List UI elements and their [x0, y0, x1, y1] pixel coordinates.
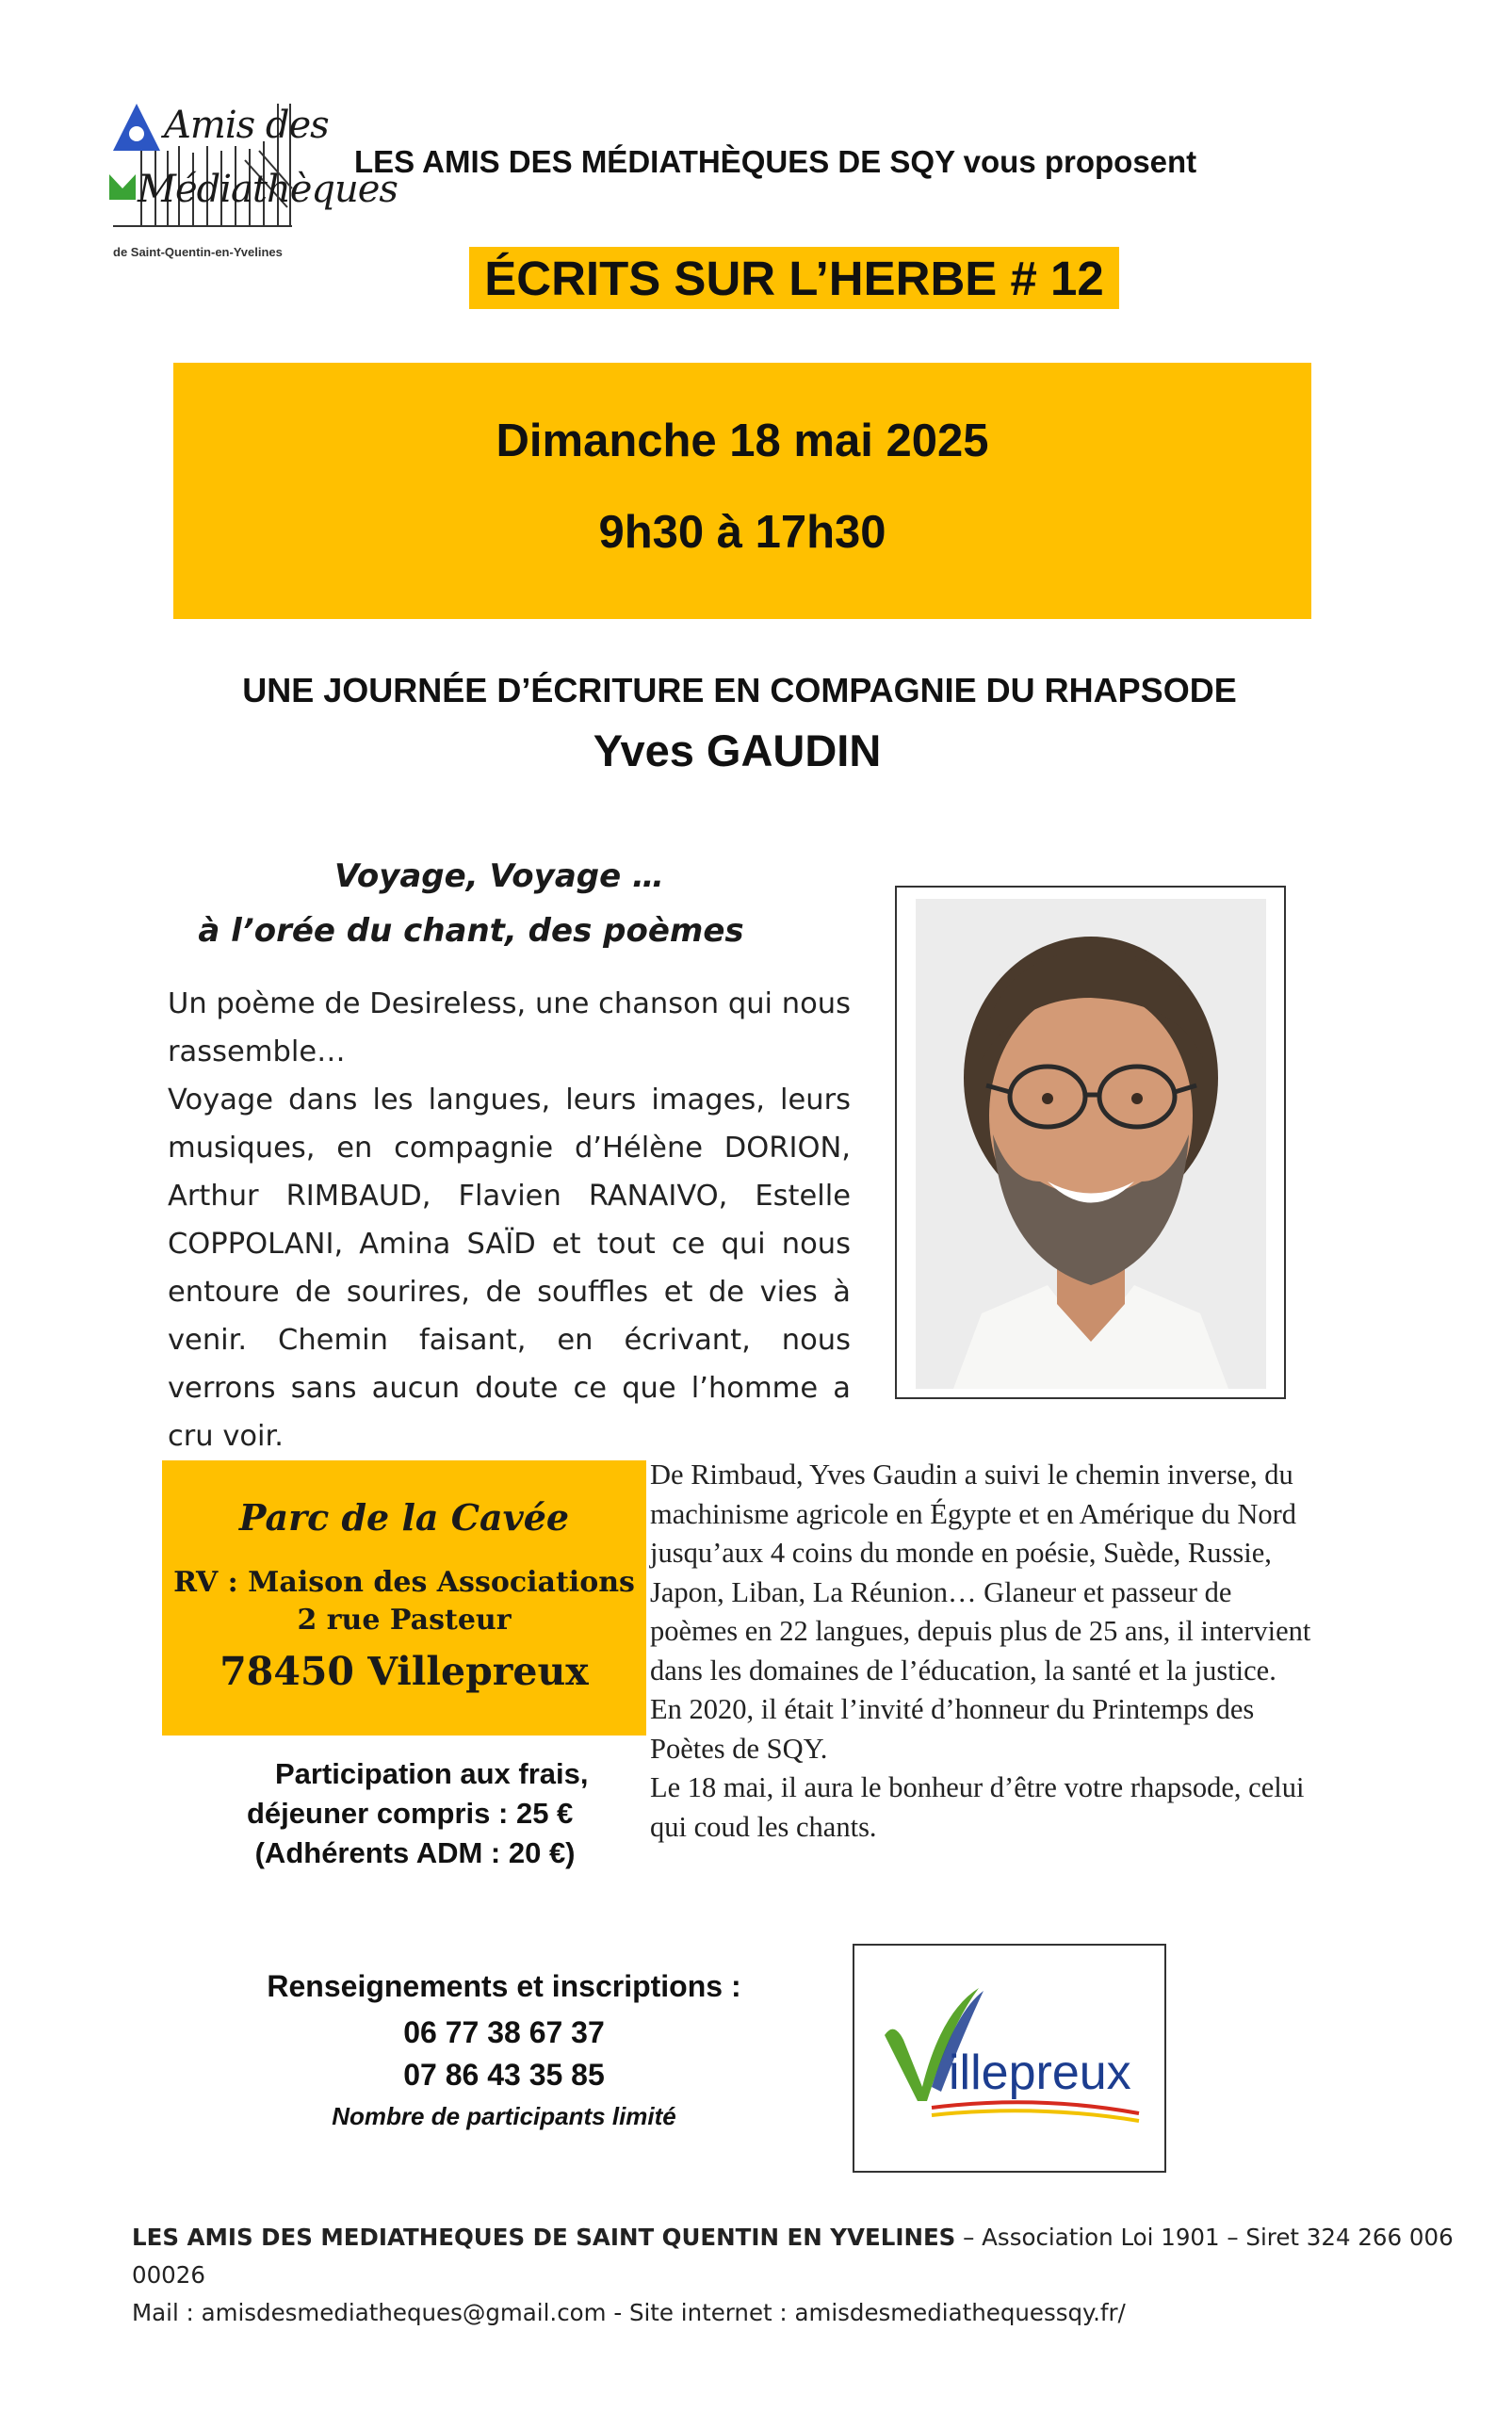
workshop-title-line1: Voyage, Voyage …: [334, 857, 664, 895]
date-banner: [173, 363, 1311, 619]
villepreux-logo-graphic: [875, 1983, 1148, 2134]
logo-subtitle: de Saint-Quentin-en-Yvelines: [113, 245, 283, 259]
footer-line: [132, 2219, 1488, 2294]
phone-number[interactable]: 07 86 43 35 85: [403, 2058, 605, 2092]
participants-limit-note: Nombre de participants limité: [332, 2102, 676, 2130]
villepreux-logo-text: illepreux: [949, 2045, 1131, 2100]
footer-legal: – Association Loi 1901 – Siret 324 266 006 00026: [132, 2224, 1454, 2289]
street-address: 2 rue Pasteur: [297, 1604, 512, 1637]
contact-title: Renseignements et inscriptions :: [267, 1969, 741, 2003]
event-date: Dimanche 18 mai 2025: [496, 416, 989, 466]
author-photo-frame: [895, 886, 1286, 1399]
phone-number[interactable]: 06 77 38 67 37: [403, 2015, 605, 2049]
workshop-title-line2: à l’orée du chant, des poèmes: [198, 912, 744, 950]
fees-line: déjeuner compris : 25 €: [247, 1797, 574, 1830]
author-name: Yves GAUDIN: [593, 725, 882, 775]
bio-paragraph: De Rimbaud, Yves Gaudin a suivi le chemin inverse, du machinisme agricole en Égypte et en Amérique du Nord jusqu’aux 4 coins du monde en poésie, Suède, Russie, Japon, Liban, La Réunion… Glaneur et passeur de poèmes en 22 langues, depuis plus de 25 ans, il intervient dans les domaines de l’éducation, la santé et la justice. En 2020, il était l’invité d’honneur du Printemps des Poètes de SQY.: [650, 1459, 1311, 1765]
proposer-heading: LES AMIS DES MÉDIATHÈQUES DE SQY vous proposent: [354, 144, 1197, 179]
contact-info: [217, 1969, 791, 2131]
fees-line: Participation aux frais,: [275, 1757, 589, 1790]
event-title-highlight: [469, 247, 1119, 309]
fees-line: (Adhérents ADM : 20 €): [247, 1836, 576, 1869]
event-subtitle: UNE JOURNÉE D’ÉCRITURE EN COMPAGNIE DU RHAPSODE: [242, 671, 1237, 709]
fees-info: [247, 1754, 624, 1873]
event-hours: 9h30 à 17h30: [598, 507, 886, 558]
logo-title-line1: Amis des: [164, 104, 329, 147]
association-logo: [104, 94, 398, 269]
event-title: ÉCRITS SUR L’HERBE # 12: [484, 252, 1104, 305]
footer-organization: LES AMIS DES MEDIATHEQUES DE SAINT QUENTIN EN YVELINES: [132, 2224, 956, 2251]
city-address: 78450 Villepreux: [219, 1649, 589, 1694]
author-photo: [916, 899, 1266, 1389]
bio-paragraph: Le 18 mai, il aura le bonheur d’être votre rhapsode, celui qui coud les chants.: [650, 1771, 1305, 1843]
workshop-description: [168, 980, 851, 1460]
logo-title-line2: Médiathèques: [138, 168, 398, 211]
location-name: Parc de la Cavée: [238, 1496, 570, 1539]
footer: [132, 2219, 1488, 2332]
portrait-illustration: [916, 899, 1266, 1389]
location-box: [162, 1460, 646, 1736]
workshop-paragraph: Un poème de Desireless, une chanson qui nous rassemble…: [168, 987, 851, 1068]
author-biography: [650, 1456, 1314, 1847]
footer-contact: Mail : amisdesmediatheques@gmail.com - Site internet : amisdesmediathequessqy.fr/: [132, 2299, 1126, 2326]
workshop-paragraph: Voyage dans les langues, leurs images, leurs musiques, en compagnie d’Hélène DORION, Arthur RIMBAUD, Flavien RANAIVO, Estelle COPPOLANI, Amina SAÏD et tout ce qui nous entoure de sourires, de souffles et de vies à venir. Chemin faisant, en écrivant, nous verrons sans aucun doute ce que l’homme a cru voir.: [168, 1084, 851, 1453]
meeting-point: RV : Maison des Associations: [173, 1566, 635, 1599]
villepreux-logo: [853, 1944, 1166, 2173]
